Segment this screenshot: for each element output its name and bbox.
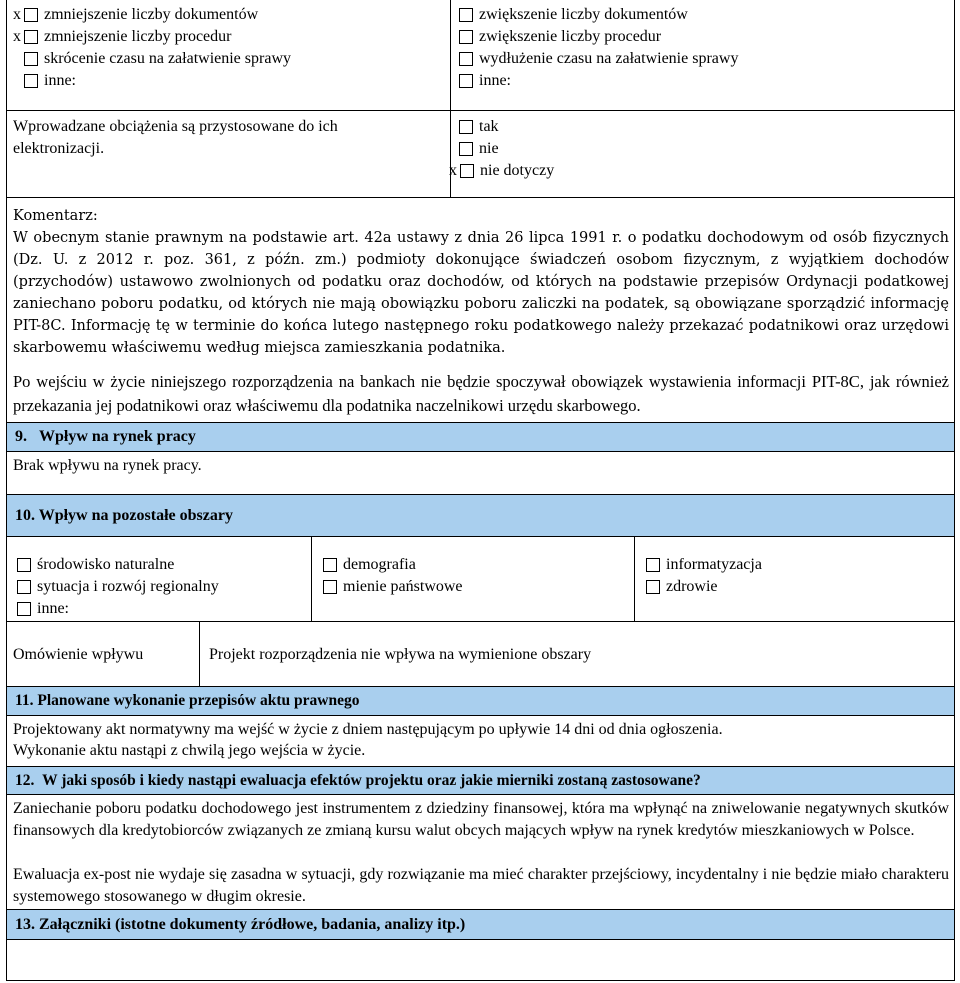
section-13-header: 13. Załączniki (istotne dokumenty źródłowe, badania, analizy itp.) [6,909,955,940]
section-13-body [6,939,955,981]
checkbox-icon[interactable] [459,142,473,156]
checkbox-icon[interactable] [646,558,660,572]
effect-option[interactable]: x zmniejszenie liczby dokumentów [13,6,259,23]
checkbox-icon[interactable] [459,30,473,44]
section-10-divider [634,536,635,622]
checkbox-icon[interactable] [24,30,38,44]
area-option[interactable]: inne: [17,598,219,620]
effect-option[interactable]: zwiększenie liczby dokumentów [459,4,738,26]
effects-separator [6,110,955,111]
effect-option[interactable]: skrócenie czasu na załatwienie sprawy [13,48,291,70]
section-9-header: 9. Wpływ na rynek pracy [6,422,955,452]
effect-option[interactable]: zwiększenie liczby procedur [459,26,738,48]
checkbox-icon[interactable] [646,580,660,594]
checkbox-icon[interactable] [24,52,38,66]
area-option[interactable]: informatyzacja [646,554,762,576]
electronization-option[interactable]: nie [459,138,554,160]
effect-option[interactable]: inne: [13,70,291,92]
checkbox-icon[interactable] [17,602,31,616]
section-12-paragraph: Zaniechanie poboru podatku dochodowego jest instrumentem z dziedziny finansowej, która ma wpłynąć na zniwelowanie negatywnych skutków finansowych dla kredytobiorców związanych ze zmianą kursu walut obcych mających wpływ na rynek kredytów mieszkaniowych w Polsce. [13,800,949,839]
area-option[interactable]: zdrowie [646,576,762,598]
discussion-text: Projekt rozporządzenia nie wpływa na wymienione obszary [209,646,592,663]
discussion-divider [199,621,200,687]
comment-paragraph: W obecnym stanie prawnym na podstawie art. 42a ustawy z dnia 26 lipca 1991 r. o podatku dochodowym od osób fizycznych (Dz. U. z 2012 r. poz. 361, z późn. zm.) podmioty dokonujące świadczeń osobom fizycznym, z wyjątkiem dochodów (przychodów) ustawowo zwolnionych od podatku oraz dochodów, od których na podstawie przepisów Ordynacji podatkowej zaniechano poboru podatku, od których nie mają obowiązku poboru zaliczki na podatek, są obowiązane sporządzić informację PIT-8C. Informację tę w terminie do końca lutego następnego roku podatkowego należy przekazać podatnikowi oraz urzędowi skarbowemu właściwemu według miejsca zamieszkania podatnika. [13,230,949,356]
checkbox-icon[interactable] [17,580,31,594]
electronization-options [449,116,555,182]
section-9-text: Brak wpływu na rynek pracy. [13,457,202,474]
section-12-paragraph: Ewaluacja ex-post nie wydaje się zasadna w sytuacji, gdy rozwiązanie ma mieć charakter przejściowy, incydentalny i nie będzie miało charakteru systemowego stosowanego w długim okresie. [13,866,949,905]
comment-paragraph: Po wejściu w życie niniejszego rozporządzenia na bankach nie będzie spoczywał obowiązek wystawienia informacji PIT-8C, jak również przekazania jej podatnikowi oraz właściwemu dla podatnika naczelnikowi urzędu skarbowego. [13,372,949,415]
checkbox-icon[interactable] [459,120,473,134]
checkbox-icon[interactable] [17,558,31,572]
section-12-header: 12. W jaki sposób i kiedy nastąpi ewaluacja efektów projektu oraz jakie mierniki zostaną zastosowane? [6,766,955,795]
effects-right [459,4,738,92]
electronization-question: Wprowadzane obciążenia są przystosowane do ich elektronizacji. [13,118,338,157]
comment-label: Komentarz: [13,208,98,224]
effect-option[interactable]: x zmniejszenie liczby procedur [13,28,232,45]
areas-col-1 [17,554,219,620]
areas-col-3 [646,554,762,598]
section-11-line: Projektowany akt normatywny ma wejść w życie z dniem następującym po upływie 14 dni od dnia ogłoszenia. [13,721,723,738]
section-10-divider [311,536,312,622]
area-option[interactable]: środowisko naturalne [17,554,219,576]
effect-option[interactable]: inne: [459,70,738,92]
area-option[interactable]: sytuacja i rozwój regionalny [17,576,219,598]
checkbox-icon[interactable] [24,74,38,88]
checkbox-icon[interactable] [460,164,474,178]
section-10-header: 10. Wpływ na pozostałe obszary [6,494,955,537]
section-11-line: Wykonanie aktu nastąpi z chwilą jego wejścia w życie. [13,742,366,759]
checkbox-icon[interactable] [24,8,38,22]
electronization-option[interactable]: x nie dotyczy [449,162,555,179]
area-option[interactable]: mienie państwowe [323,576,463,598]
checkbox-icon[interactable] [459,74,473,88]
effect-option[interactable]: wydłużenie czasu na załatwienie sprawy [459,48,738,70]
effects-left [13,4,291,92]
electronization-option[interactable]: tak [459,116,554,138]
checkbox-icon[interactable] [323,558,337,572]
areas-col-2 [323,554,463,598]
checkbox-icon[interactable] [323,580,337,594]
discussion-label: Omówienie wpływu [13,646,144,663]
checkbox-icon[interactable] [459,8,473,22]
area-option[interactable]: demografia [323,554,463,576]
section-11-header: 11. Planowane wykonanie przepisów aktu prawnego [6,686,955,716]
checkbox-icon[interactable] [459,52,473,66]
